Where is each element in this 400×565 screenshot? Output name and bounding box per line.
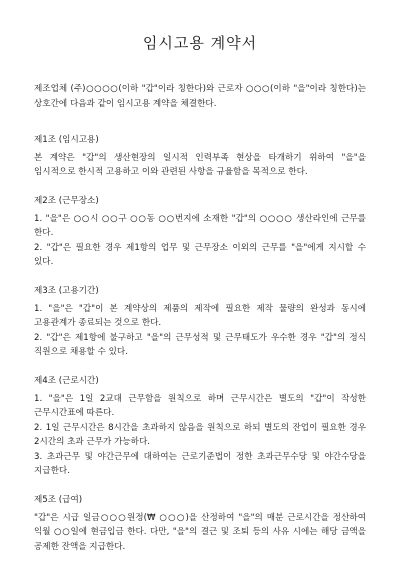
article-3-clause-1: 1. "을"은 "갑"이 본 계약상의 제품의 제작에 필요한 제작 물량의 완성과 동시에 고용관계가 종료되는 것으로 한다.: [34, 303, 366, 329]
article-5-heading: 제5조 (급여): [34, 495, 83, 506]
article-1: [34, 133, 366, 180]
article-4-clause-1: 1. "을"은 1일 2교대 근무함을 원칙으로 하며 근무시간은 별도의 "갑"이 작성한 근무시간표에 따른다.: [34, 393, 366, 419]
article-1-heading: 제1조 (임시고용): [34, 135, 99, 146]
article-3: [34, 284, 366, 360]
article-2: [34, 194, 366, 270]
article-1-paragraph: 본 계약은 "갑"의 생산현장의 일시적 인력부족 현상을 타개하기 위하여 "을"을 임시적으로 한시적 고용하고 이와 관련된 사항을 규율함을 목적으로 한다.: [34, 152, 366, 178]
article-4-clause-3: 3. 초과근무 및 야간근무에 대하여는 근로기준법이 정한 초과근무수당 및 야간수당을 지급한다.: [34, 451, 366, 477]
article-4: [34, 374, 366, 479]
document-title: 임시고용 계약서: [142, 34, 258, 52]
article-5-paragraph: "갑"은 시급 일금○○○원정(₩ ○○○)을 산정하여 "을"의 매분 근로시간을 정산하여 익월 ○○일에 현금입금 한다. 다만, "을"의 결근 및 조퇴 등의 사유 시에는 해당 금액을 공제한 잔액을 지급한다.: [34, 512, 366, 552]
article-4-clause-2: 2. 1일 근무시간은 8시간을 초과하지 않음을 원칙으로 하되 별도의 잔업이 필요한 경우 2시간의 초과 근무가 가능하다.: [34, 422, 366, 448]
article-3-heading: 제3조 (고용기간): [34, 285, 99, 296]
article-5: [34, 493, 366, 554]
article-2-clause-1: 1. "을"은 ○○시 ○○구 ○○동 ○○번지에 소재한 "갑"의 ○○○○ 생산라인에 근무를 한다.: [34, 213, 366, 239]
article-2-clause-2: 2. "갑"은 필요한 경우 제1항의 업무 및 근무장소 이외의 근무를 "을"에게 지시할 수 있다.: [34, 242, 366, 268]
article-3-clause-2: 2. "갑"은 제1항에 불구하고 "을"의 근무성적 및 근무태도가 우수한 경우 "갑"의 정식 직원으로 채용할 수 있다.: [34, 332, 366, 358]
intro-paragraph: 제조업체 (주)○○○○(이하 "갑"이라 칭한다)와 근로자 ○○○(이하 "을"이라 칭한다)는 상호간에 다음과 같이 임시고용 계약을 체결한다.: [34, 84, 366, 109]
article-2-heading: 제2조 (근무장소): [34, 195, 99, 206]
article-4-heading: 제4조 (근로시간): [34, 375, 99, 386]
